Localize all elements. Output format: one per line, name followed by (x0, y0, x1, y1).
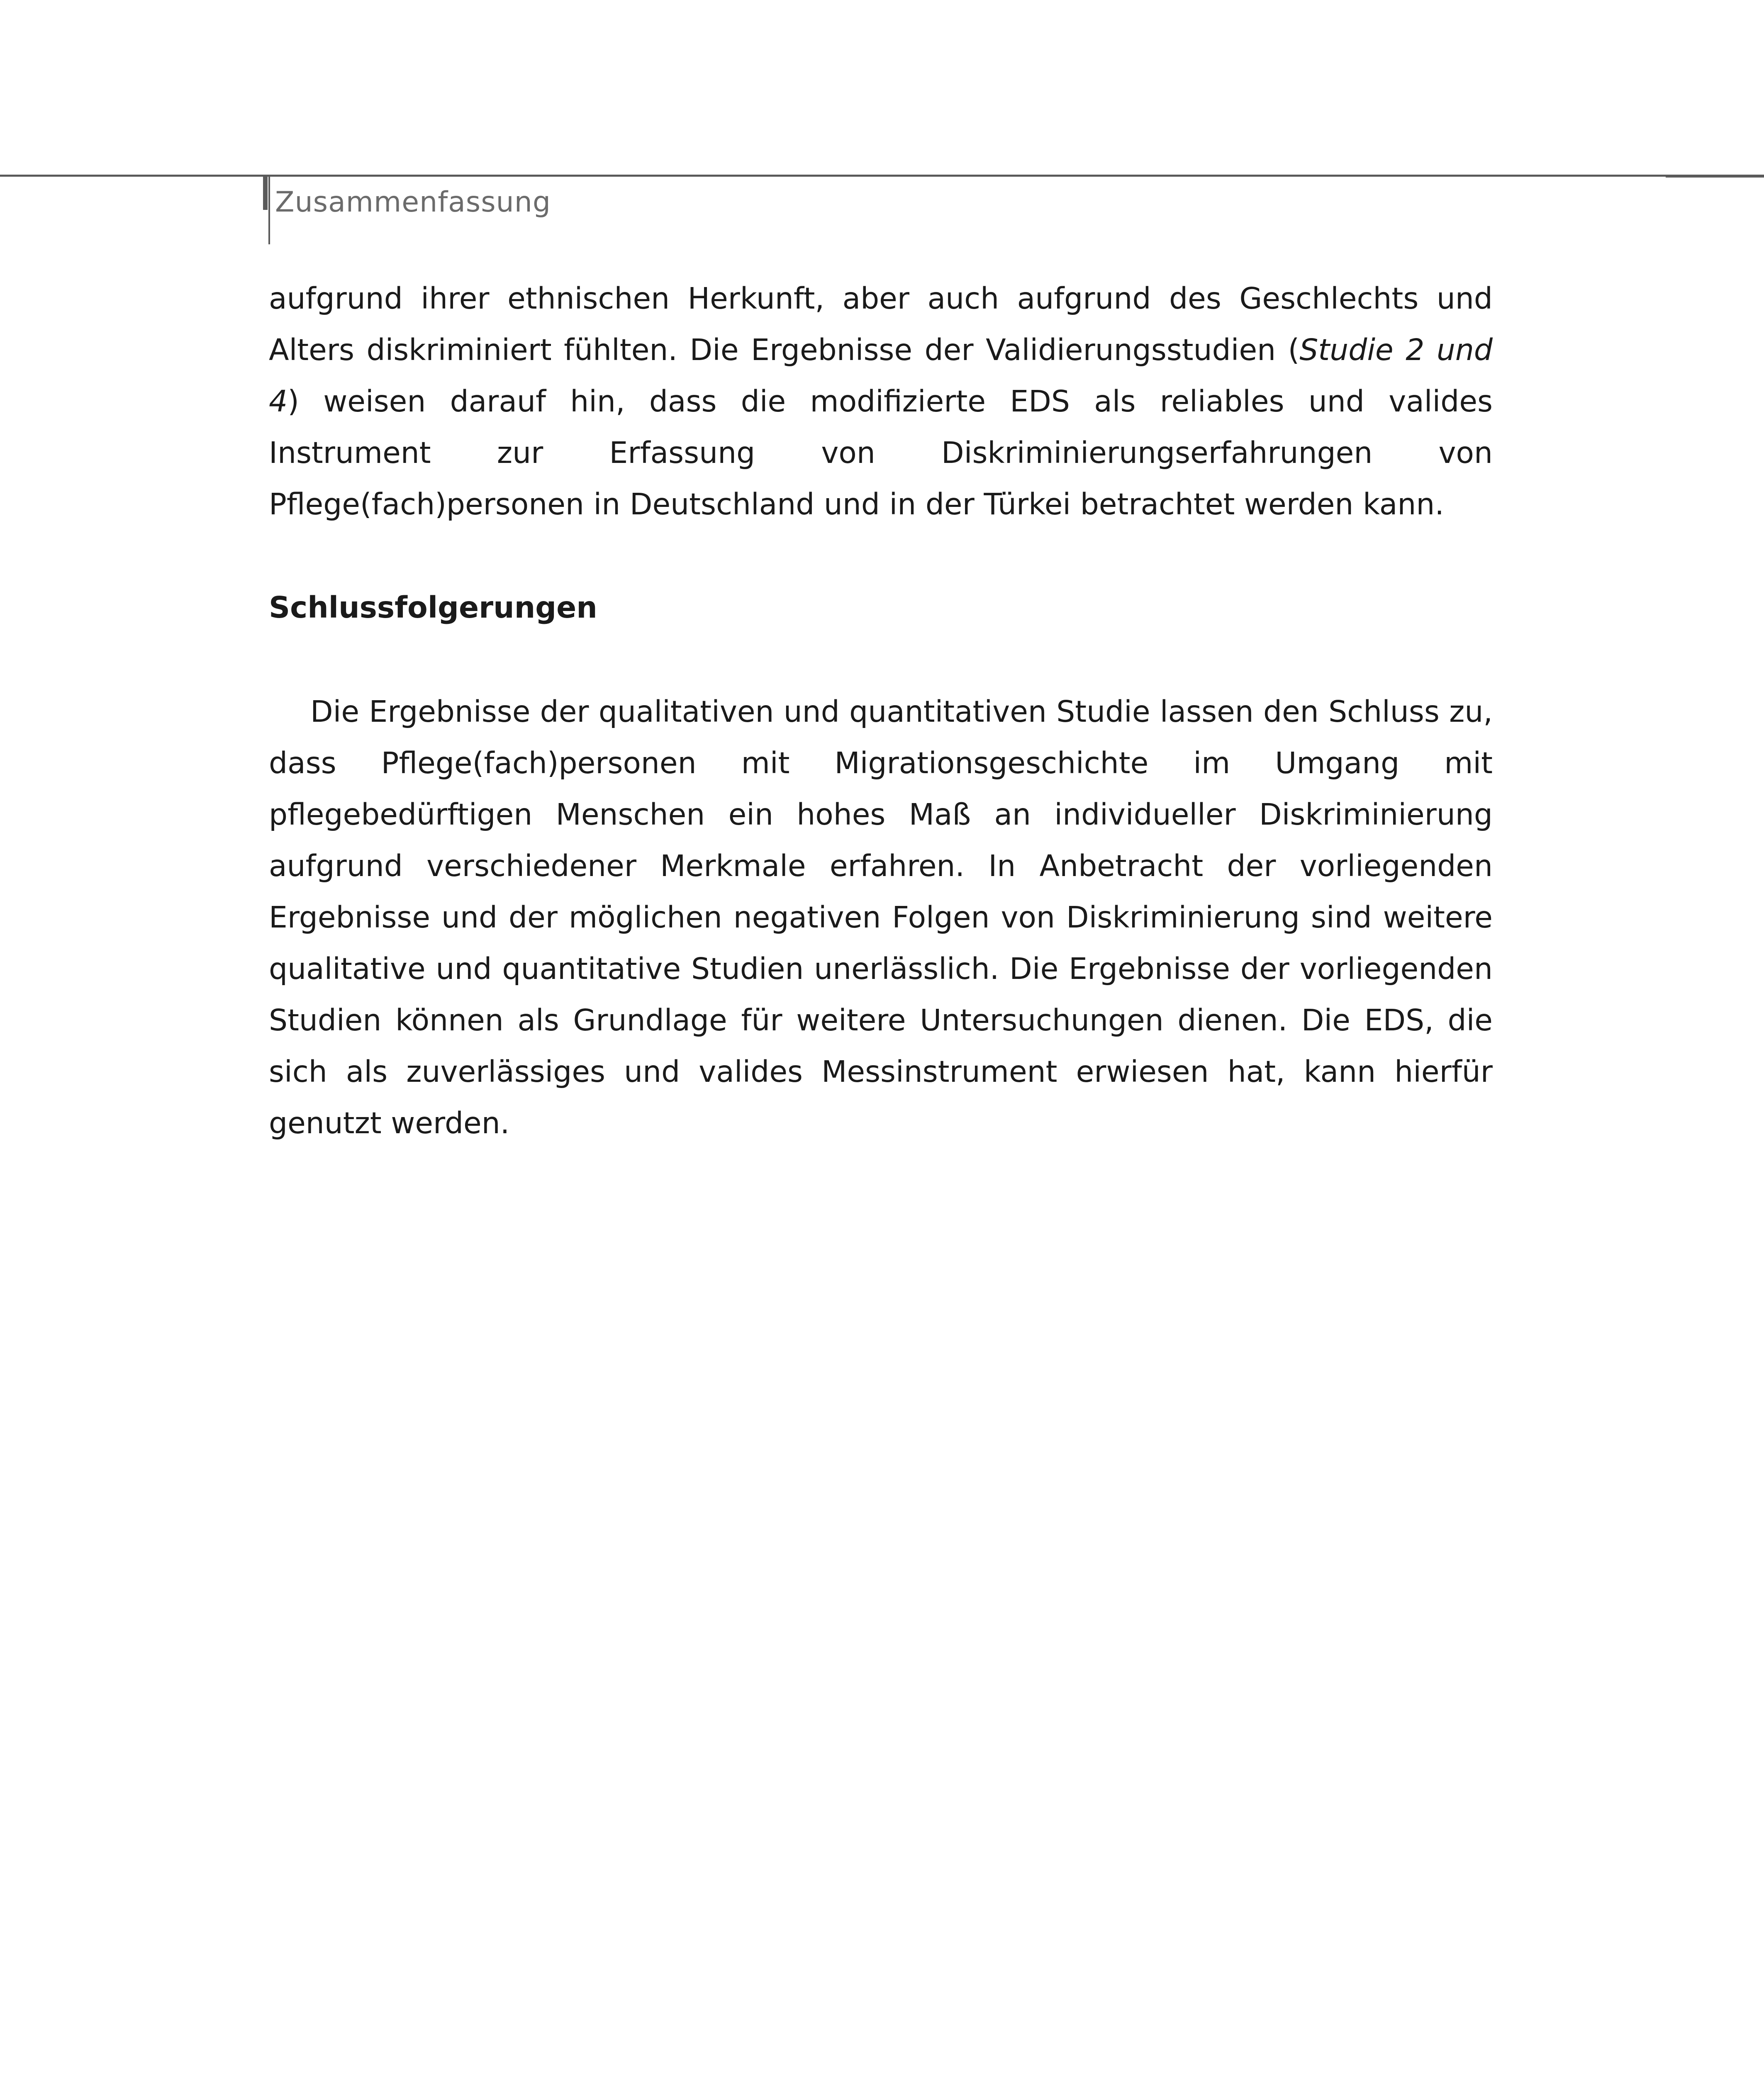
header-marker-thin (268, 177, 270, 244)
header-marker-thick (263, 177, 268, 210)
paragraph-1-text-start: aufgrund ihrer ethnischen Herkunft, aber auch aufgrund des Geschlechts und Alters diskriminiert fühlten. Die Ergebnisse der Validierungsstudien ( (269, 281, 1493, 367)
paragraph-1-italic-reference: Studie 2 und 4 (269, 333, 1493, 419)
paragraph-conclusions: Die Ergebnisse der qualitativen und quantitativen Studie lassen den Schluss zu, dass Pflege(fach)personen mit Migrationsgeschichte im Umgang mit pflegebedürftigen Menschen ein hohes Maß an individueller Diskriminierung aufgrund verschiedener Merkmale erfahren. In Anbetracht der vorliegenden Ergebnisse und der möglichen negativen Folgen von Diskriminierung sind weitere qualitative und quantitative Studien unerlässlich. Die Ergebnisse der vorliegenden Studien können als Grundlage für weitere Untersuchungen dienen. Die EDS, die sich als zuverlässiges und valides Messinstrument erwiesen hat, kann hierfür genutzt werden. (269, 694, 1493, 1140)
header-rule (0, 175, 1666, 177)
header-rule-right (1666, 175, 1764, 178)
running-head: Zusammenfassung (275, 186, 551, 219)
paragraph-validation-results (269, 273, 1493, 530)
section-heading: Schlussfolgerungen (269, 590, 597, 625)
paragraph-1-text-end: ) weisen darauf hin, dass die modifizierte EDS als reliables und valides Instrument zur Erfassung von Diskriminierungserfahrungen von Pflege(fach)personen in Deutschland und in der Türkei betrachtet werden kann. (269, 384, 1493, 521)
